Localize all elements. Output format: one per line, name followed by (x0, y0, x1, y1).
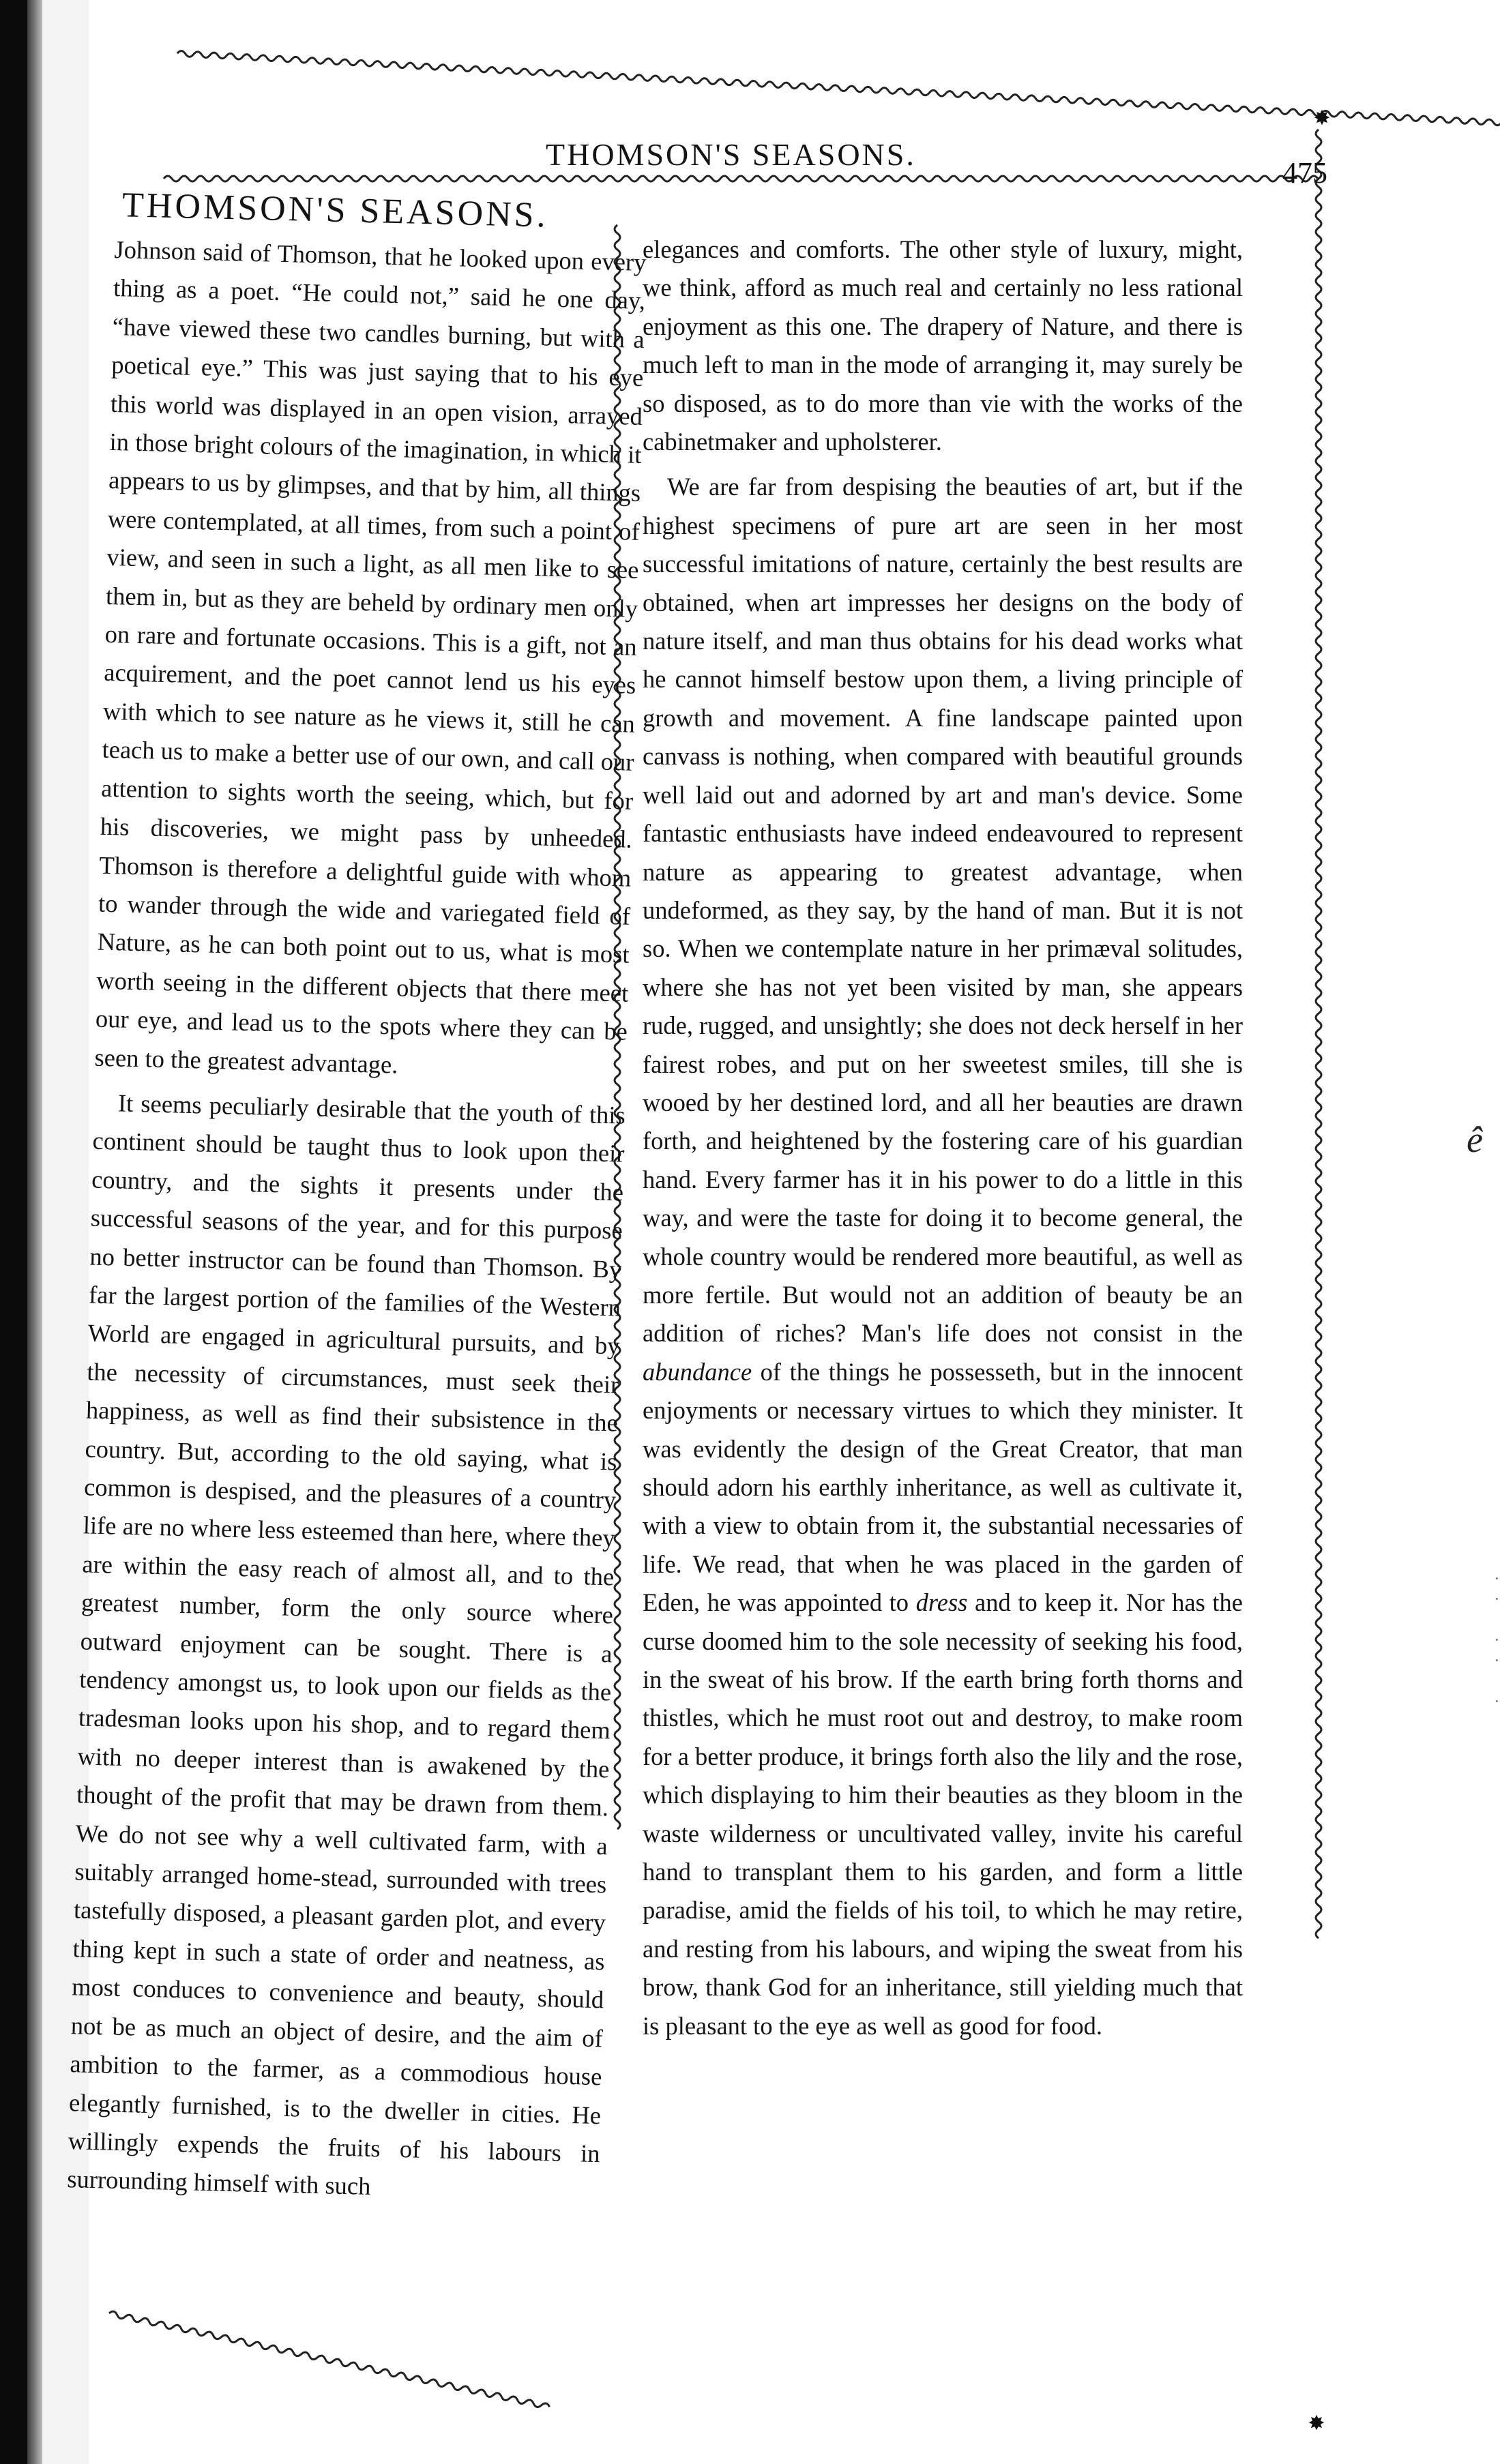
left-column (67, 183, 648, 2212)
running-title: THOMSON'S SEASONS. (546, 137, 916, 172)
margin-mark: ê (1467, 1119, 1483, 1160)
right-paragraph-2-text-a: We are far from despising the beauties of art, but if the highest specimens of pure art are seen in her most successful imitations of nature, certainly the best results are obtained, when art impresses her designs on the body of nature itself, and man thus obtains for his dead works what he cannot himself bestow upon them, a living principle of growth and movement. A fine landscape painted upon canvass is nothing, when compared with beautiful grounds well laid out and adorned by art and man's device. Some fantastic enthusiasts have indeed endeavoured to represent nature as appearing to greatest advantage, when undeformed, as they say, by the hand of man. But it is not so. When we contemplate nature in her primæval solitudes, where she has not yet been visited by man, she appears rude, rugged, and unsightly; she does not deck herself in her fairest robes, and put on her sweetest smiles, till she is wooed by her destined lord, and all her beauties are drawn forth, and heightened by the fostering care of his guardian hand. Every farmer has it in his power to do a little in this way, and were the taste for doing it to become general, the whole country would be rendered more beautiful, as well as more fertile. But would not an addition of beauty be an addition of riches? Man's life does not consist in the (643, 473, 1243, 1348)
top-right-ornament: ✸ (1313, 107, 1331, 130)
right-column (643, 231, 1243, 2045)
left-paragraph-2: It seems peculiarly desirable that the youth of this continent should be taught thus to look upon their country, and the sights it presents under the successful seasons of the year, and for this purpose no better instructor can be found than Thomson. By far the largest portion of the families of the Western World are engaged in agricultural pursuits, and by the necessity of circumstances, must seek their happiness, as well as find their subsistence in the country. But, according to the old saying, what is common is despised, and the pleasures of a country life are no where less esteemed than here, where they are within the easy reach of almost all, and to the greatest number, form the only source where outward enjoyment can be sought. There is a tendency amongst us, to look upon our fields as the tradesman looks upon his shop, and to regard them with no deeper interest than is awakened by the thought of the profit that may be drawn from them. We do not see why a well cultivated farm, with a suitably arranged home-stead, surrounded with trees tastefully disposed, a pleasant garden plot, and every thing kept in such a state of order and neatness, as most conduces to convenience and beauty, should not be as much an object of desire, and the aim of ambition to the farmer, as a commodious house elegantly furnished, is to the dweller in cities. He willingly expends the fruits of his labours in surrounding himself with such (66, 1088, 626, 2201)
right-paragraph-1: elegances and comforts. The other style of luxury, might, we think, afford as much real and certainly no less rational enjoyment as this one. The drapery of Nature, and there is much left to man in the mode of arranging it, may surely be so disposed, as to do more than vie with the works of the cabinetmaker and upholsterer. (643, 235, 1243, 456)
gutter-fold (27, 0, 42, 2464)
page-number: 475 (1282, 156, 1327, 190)
right-paragraph-2-text-c: and to keep it. Nor has the curse doomed him to the sole necessity of seeking his food, in the sweat of his brow. If the earth bring forth thorns and thistles, which he must root out and destroy, to make room for a better produce, it brings forth also the lily and the rose, which displaying to him their beauties as they bloom in the waste wilderness or uncultivated valley, invite his careful hand to transplant them to his garden, and form a little paradise, amid the fields of his toil, to which he may retire, and resting from his labours, and wiping the sweat from his brow, thank God for an inheritance, still yielding much that is pleasant to the eye as well as good for food. (643, 1588, 1244, 2040)
margin-specks: · · · · · (1494, 1569, 1500, 1711)
article-title: THOMSON'S SEASONS. (121, 185, 549, 235)
gutter-shadow (0, 0, 27, 2464)
book-page (66, 0, 1500, 2464)
right-border-rule (1308, 130, 1329, 2421)
bottom-right-ornament: ✸ (1308, 2412, 1325, 2435)
italic-abundance: abundance (643, 1357, 752, 1386)
right-paragraph-2-text-b: of the things he possesseth, but in the innocent enjoyments or necessary virtues to which they minister. It was evidently the design of the Great Creator, that man should adorn his earthly inheritance, as well as cultivate it, with a view to obtain from it, the substantial necessaries of life. We read, that when he was placed in the garden of Eden, he was appointed to (643, 1357, 1243, 1617)
bottom-wavy-rule (109, 2305, 600, 2441)
lower-wavy-line (164, 176, 1318, 181)
left-paragraph-1: Johnson said of Thomson, that he looked upon every thing as a poet. “He could not,” said he one day, “have viewed these two candles burning, but with a poetical eye.” This was just saying that to his eye this world was displayed in an open vision, arrayed in those bright colours of the imagination, in which it appears to us by glimpses, and that by him, all things were contemplated, at all times, from such a point of view, and seen in such a light, as all men like to see them in, but as they are beheld by ordinary men only on rare and fortunate occasions. This is a gift, not an acquirement, and the poet cannot lend us his eyes with which to see nature as he views it, still he can teach us to make a better use of our own, and call our attention to sights worth the seeing, which, but for his discoveries, we might pass by unheeded. Thomson is therefore a delightful guide with whom to wander through the wide and variegated field of Nature, as he can both point out to us, what is most worth seeing in the different objects that there meet our eye, and lead us to the spots where they can be seen to the greatest advantage. (94, 235, 647, 1079)
italic-dress: dress (915, 1588, 968, 1617)
right-paragraph-2 (643, 468, 1243, 2045)
upper-wavy-line (177, 50, 1500, 125)
